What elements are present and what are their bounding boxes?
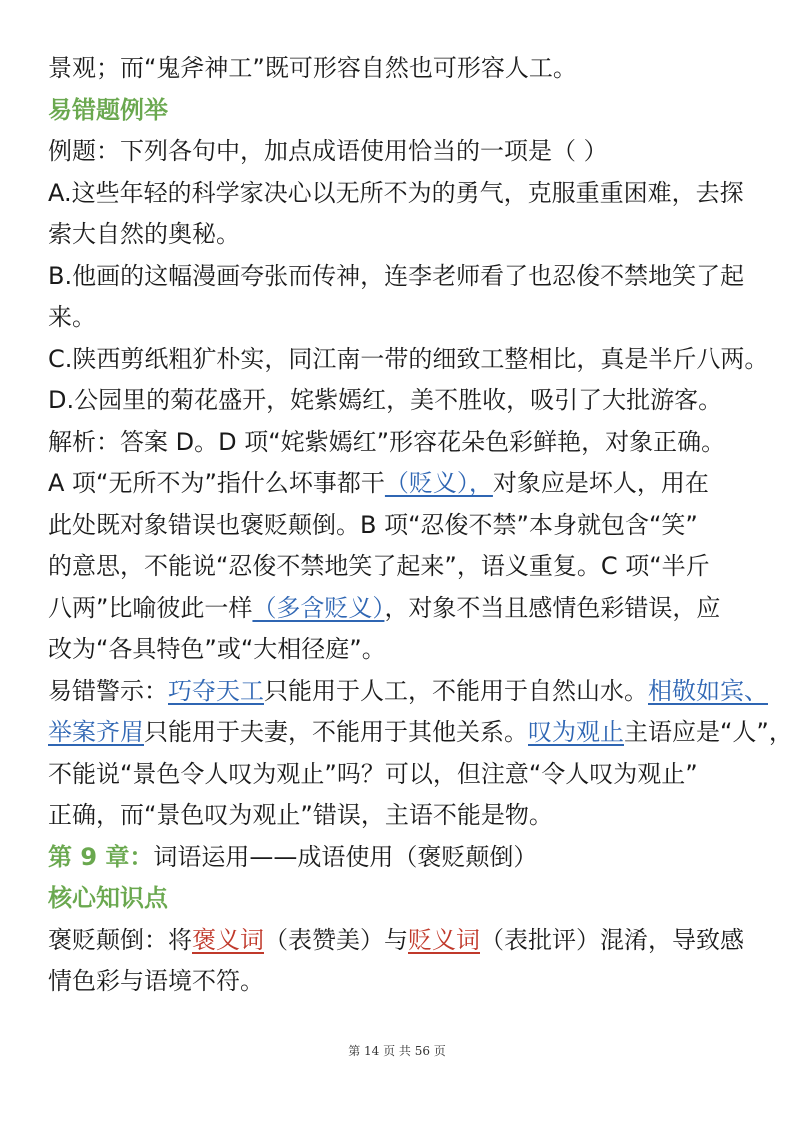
text-span: A 项“无所不为”指什么坏事都干 <box>48 469 385 497</box>
analysis-line: 的意思，不能说“忍俊不禁地笑了起来”，语义重复。C 项“半斤 <box>48 552 710 580</box>
option-c: C.陕西剪纸粗犷朴实，同江南一带的细致工整相比，真是半斤八两。 <box>48 344 769 373</box>
section-heading: 易错题例举 <box>48 95 168 124</box>
term-derogatory: 贬义词 <box>408 925 480 954</box>
analysis-line <box>48 463 750 505</box>
warning-line: 正确，而“景色叹为观止”错误，主语不能是物。 <box>48 801 553 829</box>
analysis-line <box>48 588 750 630</box>
idiom-tanweiguanzhi: 叹为观止 <box>528 718 624 746</box>
chapter-name: 词语运用——成语使用（褒贬颠倒） <box>153 842 538 871</box>
text-span: （表批评）混淆，导致感 <box>480 925 744 954</box>
warning-line: 不能说“景色令人叹为观止”吗？可以，但注意“令人叹为观止” <box>48 759 698 788</box>
document-body <box>48 48 793 1003</box>
text-span: 褒贬颠倒：将 <box>48 925 192 954</box>
option-b-cont: 来。 <box>48 303 96 331</box>
paragraph-line: 景观；而“鬼斧神工”既可形容自然也可形容人工。 <box>48 54 577 82</box>
chapter-number: 第 9 章： <box>48 842 154 871</box>
option-d: D.公园里的菊花盛开，姹紫嫣红，美不胜收，吸引了大批游客。 <box>48 386 723 414</box>
text-span: ，对象不当且感情色彩错误，应 <box>384 593 721 622</box>
idiom-qiaoduotiangong: 巧夺天工 <box>168 676 264 705</box>
option-b: B.他画的这幅漫画夸张而传神，连李老师看了也忍俊不禁地笑了起 <box>48 261 745 290</box>
section-heading: 核心知识点 <box>48 884 168 912</box>
text-span: 只能用于夫妻，不能用于其他关系。 <box>144 718 528 746</box>
analysis-line: 此处既对象错误也褒贬颠倒。B 项“忍俊不禁”本身就包含“笑” <box>48 510 698 539</box>
idiom-xiangjingrubin: 相敬如宾、 <box>648 676 768 705</box>
question-stem: 例题：下列各句中，加点成语使用恰当的一项是（ ） <box>48 137 608 165</box>
text-span: 八两”比喻彼此一样 <box>48 593 253 622</box>
text-span: 对象应是坏人，用在 <box>492 469 709 497</box>
term-commendatory: 褒义词 <box>192 925 264 954</box>
annotation-mostly-derogatory: （多含贬义） <box>252 593 385 622</box>
text-span: 主语应是“人”， <box>624 718 793 746</box>
analysis-line: 改为“各具特色”或“大相径庭”。 <box>48 635 386 663</box>
warning-line <box>48 671 768 713</box>
page-footer: 第 14 页 共 56 页 <box>348 1044 446 1058</box>
warning-line <box>48 712 793 754</box>
knowledge-line: 情色彩与语境不符。 <box>48 967 264 995</box>
option-a: A.这些年轻的科学家决心以无所不为的勇气，克服重重困难，去探 <box>48 178 744 207</box>
text-span: （表赞美）与 <box>264 925 408 954</box>
text-span: 易错警示： <box>48 676 168 705</box>
knowledge-line <box>48 920 750 962</box>
idiom-juanqimei: 举案齐眉 <box>48 718 144 746</box>
option-a-cont: 索大自然的奥秘。 <box>48 220 240 248</box>
chapter-title <box>48 837 750 879</box>
analysis-line: 解析：答案 D。D 项“姹紫嫣红”形容花朵色彩鲜艳，对象正确。 <box>48 427 726 456</box>
text-span: 只能用于人工，不能用于自然山水。 <box>264 676 648 705</box>
annotation-derogatory: （贬义）， <box>384 469 493 497</box>
